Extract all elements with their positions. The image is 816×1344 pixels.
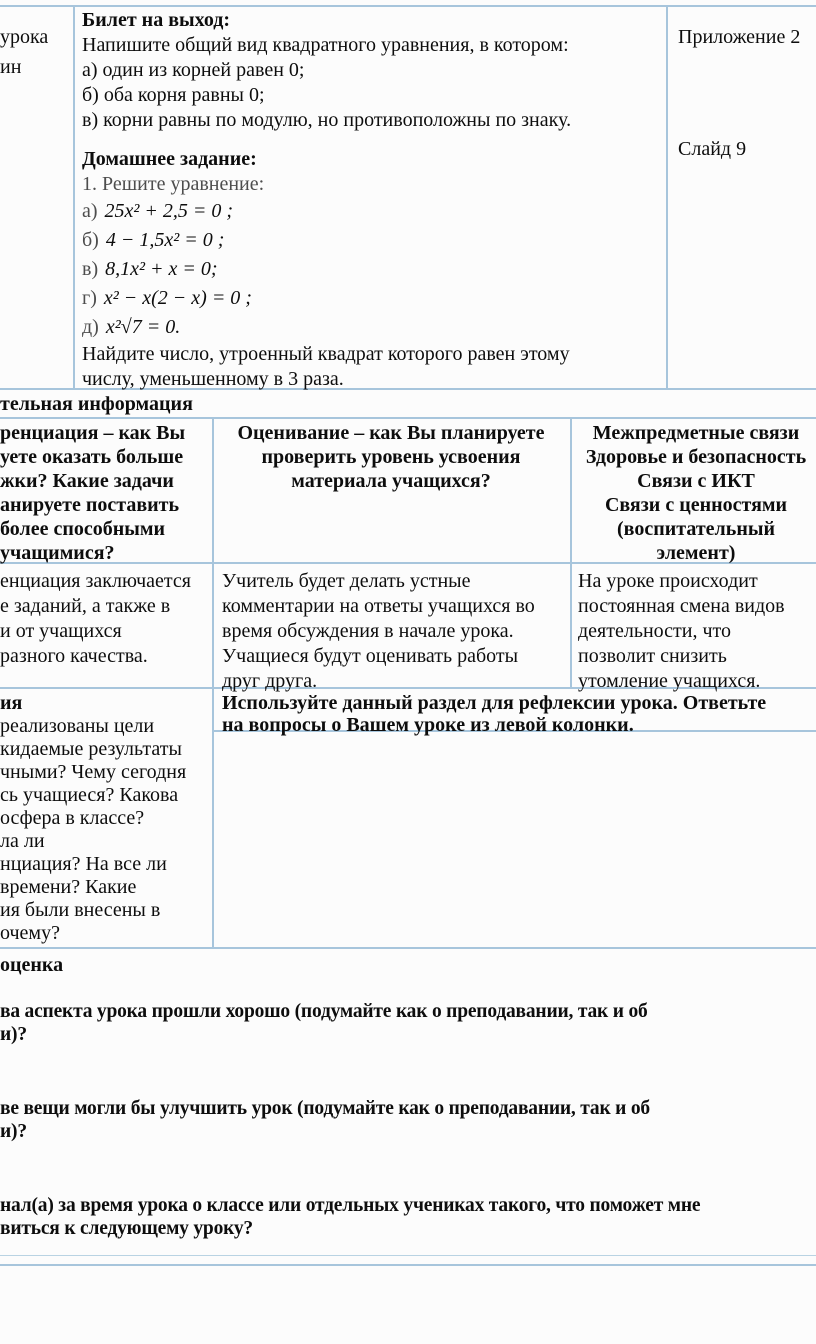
text-line: числу, уменьшенному в 3 раза. xyxy=(82,368,344,390)
table-border-bottom xyxy=(0,1264,816,1266)
stage-time-fragment: ин xyxy=(0,56,22,78)
summary-question-3 xyxy=(0,1194,790,1240)
text-line: кидаемые результаты xyxy=(0,738,182,760)
summary-question-1 xyxy=(0,1000,790,1046)
table-border-vertical xyxy=(570,417,572,687)
equation-math: 25x² + 2,5 = 0 ; xyxy=(104,200,234,222)
text-line: осфера в классе? xyxy=(0,807,145,829)
text-line: утомление учащихся. xyxy=(578,670,761,692)
text-line: Учащиеся будут оценивать работы xyxy=(222,645,519,667)
exit-ticket-title: Билет на выход: xyxy=(82,9,231,31)
exit-ticket-items xyxy=(82,58,660,133)
summary-question-2 xyxy=(0,1097,790,1143)
equation-label: а) xyxy=(82,200,98,222)
stage-label-fragment: урока xyxy=(0,26,49,48)
differentiation-header xyxy=(0,421,205,565)
equation-row xyxy=(82,197,660,226)
additional-info-title: тельная информация xyxy=(0,393,193,415)
text-line: уете оказать больше xyxy=(0,446,184,468)
text-line: сь учащиеся? Какова xyxy=(0,784,179,806)
equation-math: x² − x(2 − x) = 0 ; xyxy=(103,287,252,309)
exit-ticket-intro: Напишите общий вид квадратного уравнения, в котором: xyxy=(82,34,569,56)
table-border-vertical xyxy=(666,5,668,388)
text-line: элемент) xyxy=(656,542,736,564)
text-line: Оценивание – как Вы планируете xyxy=(237,422,545,444)
text-line: ве вещи могли бы улучшить урок (подумайте как о преподавании, так и об xyxy=(0,1098,650,1119)
equation-row xyxy=(82,226,660,255)
equation-math: x²√7 = 0. xyxy=(105,316,181,338)
assessment-cell xyxy=(222,569,567,694)
text-line: Учитель будет делать устные xyxy=(222,570,471,592)
text-line: а) один из корней равен 0; xyxy=(82,59,305,81)
assessment-header xyxy=(216,421,566,493)
text-line: и от учащихся xyxy=(0,620,122,642)
table-border-vertical xyxy=(212,417,214,947)
equation-math: 4 − 1,5x² = 0 ; xyxy=(105,229,225,251)
equation-math: 8,1x² + x = 0; xyxy=(105,258,218,280)
text-line: и)? xyxy=(0,1024,27,1045)
text-line: время обсуждения в начале урока. xyxy=(222,620,514,642)
homework-title: Домашнее задание: xyxy=(82,148,257,170)
text-line: Найдите число, утроенный квадрат которого равен этому xyxy=(82,343,570,365)
text-line: ия были внесены в xyxy=(0,899,161,921)
text-line: постоянная смена видов xyxy=(578,595,785,617)
table-border-vertical xyxy=(73,5,75,388)
equation-label: б) xyxy=(82,229,99,251)
table-border xyxy=(0,947,816,949)
equation-list xyxy=(82,197,660,342)
homework-intro: 1. Решите уравнение: xyxy=(82,173,265,195)
text-line: разного качества. xyxy=(0,645,148,667)
equation-label: г) xyxy=(82,287,97,309)
exit-ticket-cell xyxy=(82,8,660,392)
text-line: анируете поставить xyxy=(0,494,180,516)
table-border xyxy=(0,1255,816,1256)
text-line: чными? Чему сегодня xyxy=(0,761,187,783)
reflection-instruction-cell xyxy=(222,692,812,736)
slide-ref: Слайд 9 xyxy=(678,138,747,160)
equation-row xyxy=(82,284,660,313)
overall-evaluation-title: оценка xyxy=(0,954,64,976)
appendix-ref: Приложение 2 xyxy=(678,26,801,48)
text-line: реализованы цели xyxy=(0,715,155,737)
text-line: Используйте данный раздел для рефлексии урока. Ответьте xyxy=(222,692,767,714)
table-border xyxy=(0,417,816,419)
text-line: материала учащихся? xyxy=(291,470,491,492)
text-line: жки? Какие задачи xyxy=(0,470,174,492)
cross-curricular-header xyxy=(576,421,816,565)
text-line: нал(а) за время урока о классе или отдельных учениках такого, что поможет мне xyxy=(0,1195,701,1216)
text-line: (воспитательный xyxy=(617,518,775,540)
text-line: в) корни равны по модулю, но противоположны по знаку. xyxy=(82,109,572,131)
text-line: Связи с ценностями xyxy=(604,494,788,516)
equation-label: д) xyxy=(82,316,99,338)
text-line: Межпредметные связи xyxy=(592,422,800,444)
text-line: енциация заключается xyxy=(0,570,191,592)
lesson-stage-cell xyxy=(0,22,70,82)
text-line: ва аспекта урока прошли хорошо (подумайте как о преподавании, так и об xyxy=(0,1001,648,1022)
text-line: Здоровье и безопасность xyxy=(585,446,807,468)
equation-label: в) xyxy=(82,258,99,280)
spacer xyxy=(82,133,660,147)
text-line: б) оба корня равны 0; xyxy=(82,84,265,106)
cross-curricular-cell xyxy=(578,569,814,694)
text-line: времени? Какие xyxy=(0,876,137,898)
equation-row xyxy=(82,313,660,342)
text-line: На уроке происходит xyxy=(578,570,758,592)
text-line: Связи с ИКТ xyxy=(637,470,755,492)
reflection-questions-cell xyxy=(0,692,205,945)
word-problem xyxy=(82,342,660,392)
text-line: учащимися? xyxy=(0,542,115,564)
text-line: комментарии на ответы учащихся во xyxy=(222,595,535,617)
text-line: нциация? На все ли xyxy=(0,853,167,875)
differentiation-cell xyxy=(0,569,205,669)
text-line: на вопросы о Вашем уроке из левой колонки. xyxy=(222,714,634,736)
text-line: очему? xyxy=(0,922,60,944)
resources-cell xyxy=(678,25,813,162)
text-line: позволит снизить xyxy=(578,645,727,667)
table-border-top xyxy=(0,5,816,7)
text-line: более способными xyxy=(0,518,166,540)
text-line: е заданий, а также в xyxy=(0,595,171,617)
text-line: ренциация – как Вы xyxy=(0,422,186,444)
text-line: ла ли xyxy=(0,830,45,852)
text-line: и)? xyxy=(0,1121,27,1142)
text-line: друг друга. xyxy=(222,670,318,692)
text-line: виться к следующему уроку? xyxy=(0,1218,253,1239)
text-line: проверить уровень усвоения xyxy=(261,446,521,468)
equation-row xyxy=(82,255,660,284)
text-line: деятельности, что xyxy=(578,620,732,642)
text-line: ия xyxy=(0,692,23,714)
